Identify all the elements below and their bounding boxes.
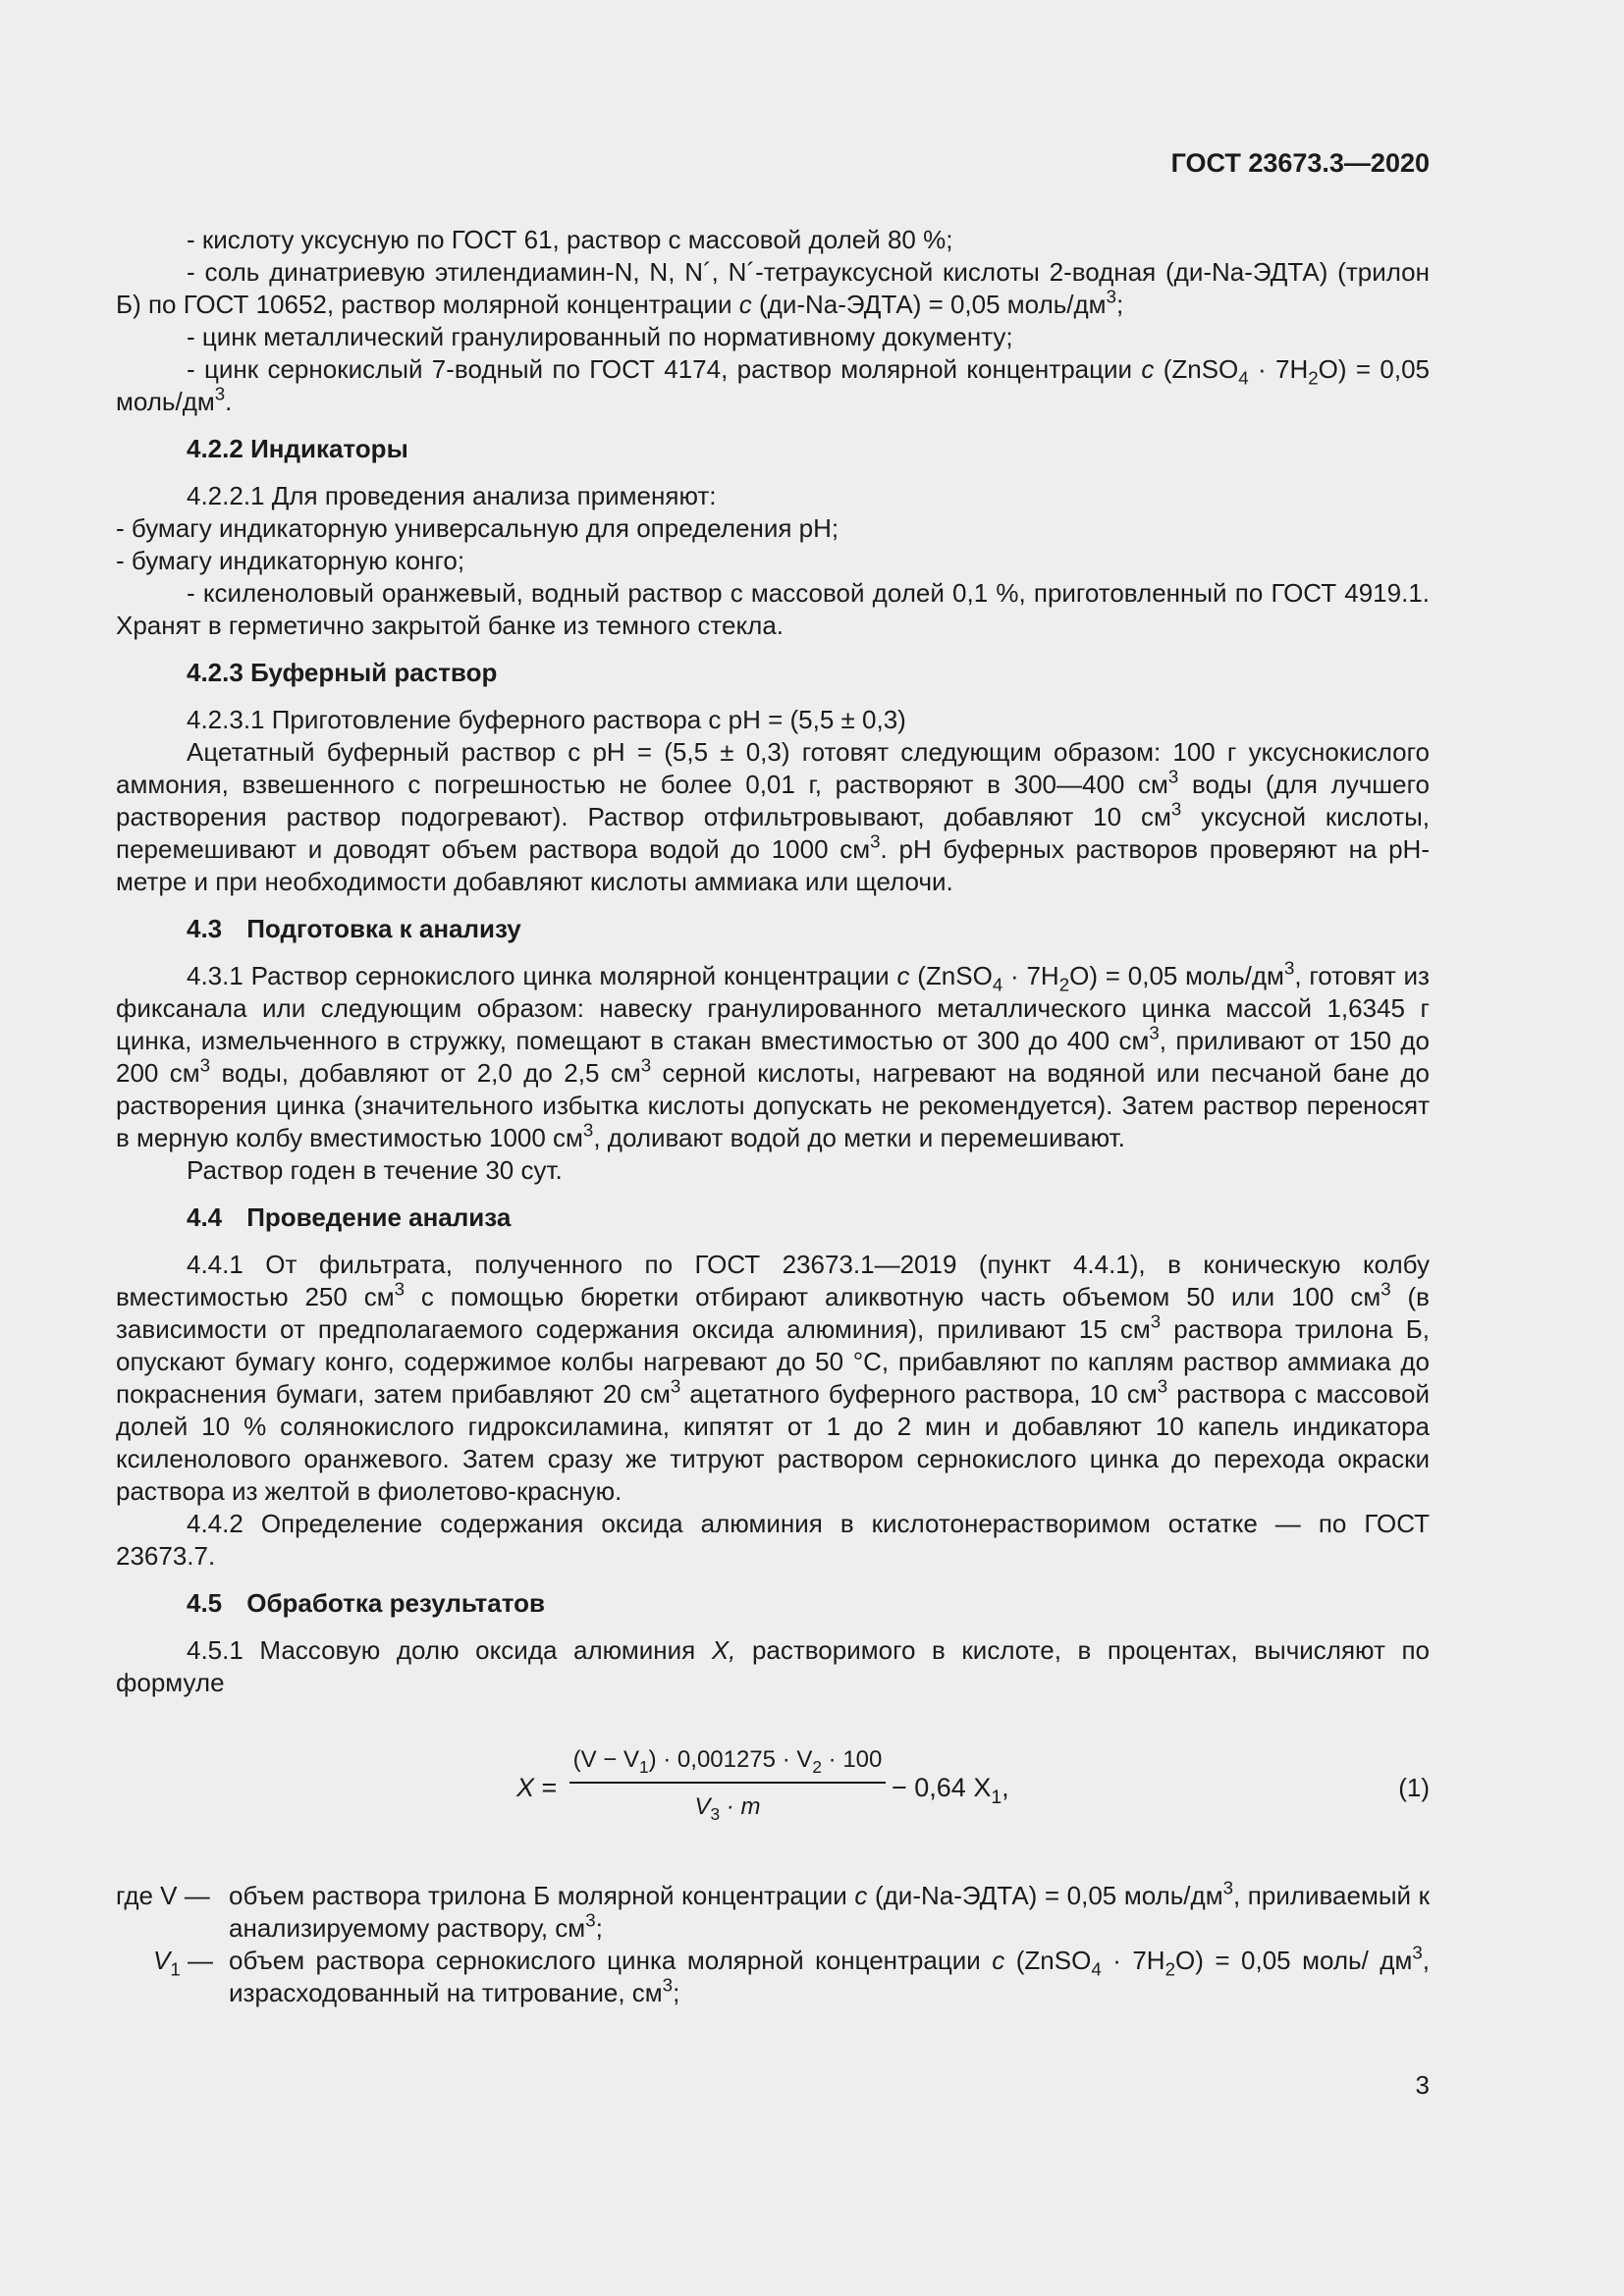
paragraph-buffer-preparation: Ацетатный буферный раствор с pH = (5,5 ± 0,3) готовят следующим образом: 100 г уксуснокислого аммония, взвешенного с погрешностью не более 0,01 г, растворяют в 300—400 $см^3$ воды (для лучшего растворения раствор подогревают). Раствор отфильтровывают, добавляют 10 $см^3$ уксусной кислоты, перемешивают и доводят объем раствора водой до 1000 $см^3$. pH буферных растворов проверяют на pH-метре и при необходимости добавляют кислоты аммиака или щелочи. [116, 737, 1430, 896]
paragraph-4-5-1: 4.5.1 Массовую долю оксида алюминия X, растворимого в кислоте, в процентах, вычисляют по формуле [116, 1635, 1430, 1697]
reagent-item: - кислоту уксусную по ГОСТ 61, раствор с массовой долей 80 %; [187, 225, 953, 254]
paragraph-4-2-2-1: 4.2.2.1 Для проведения анализа применяют: [187, 481, 717, 510]
document-body [116, 224, 1430, 2009]
variable-label: где V — [116, 1881, 210, 1910]
formula-denominator: $V_3 \cdot m$ [694, 1793, 761, 1825]
section-heading-4-2-2: 4.2.2 Индикаторы [187, 434, 408, 463]
paragraph-solution-validity: Раствор годен в течение 30 сут. [187, 1155, 563, 1185]
section-heading-4-2-3: 4.2.3 Буферный раствор [187, 658, 498, 687]
reagent-item: - цинк металлический гранулированный по нормативному документу; [187, 322, 1013, 351]
fraction-bar [569, 1782, 886, 1784]
variable-definition-v: где V — объем раствора трилона Б молярной концентрации c (ди-Na-ЭДТА) = 0,05 моль/$дм^3$, приливаемый к анализируемому раствору, $см^3$; [116, 1877, 1430, 1943]
paragraph-4-3-1: 4.3.1 Раствор сернокислого цинка молярной концентрации c (ZnSO$_4$ · $7H_2O) = 0,05$ моль/$дм^3$, готовят из фиксанала или следующим образом: навеску гранулированного металлического цинка массой 1,6345 г цинка, измельченного в стружку, помещают в стакан вместимостью от 300 до 400 $см^3$, приливают от 150 до 200 $см^3$ воды, добавляют от 2,0 до 2,5 $см^3$ серной кислоты, нагревают на водяной или песчаной бане до растворения цинка (значительного избытка кислоты допускать не рекомендуется). Затем раствор переносят в мерную колбу вместимостью 1000 $см^3$, доливают водой до метки и перемешивают. [116, 957, 1431, 1152]
paragraph-4-4-1: 4.4.1 От фильтрата, полученного по ГОСТ 23673.1—2019 (пункт 4.4.1), в коническую колбу вместимостью 250 $см^3$ с помощью бюретки отбирают аликвотную часть объемом 50 или 100 $см^3$ (в зависимости от предполагаемого содержания оксида алюминия), приливают 15 $см^3$ раствора трилона Б, опускают бумагу конго, содержимое колбы нагревают до 50 °C, прибавляют по каплям раствор аммиака до покраснения бумаги, затем прибавляют 20 $см^3$ ацетатного буферного раствора, 10 $см^3$ раствора с массовой долей 10 % солянокислого гидроксиламина, кипятят от 1 до 2 мин и добавляют 10 капель индикатора ксиленолового оранжевого. Затем сразу же титруют раствором сернокислого цинка до перехода окраски раствора из желтой в фиолетово-красную. [116, 1250, 1431, 1506]
formula-lhs: X = [516, 1773, 558, 1802]
page-number: 3 [1415, 2070, 1430, 2100]
formula-fraction [569, 1740, 886, 1827]
variable-definition-v1: $V_1$ — объем раствора сернокислого цинка молярной концентрации c (ZnSO$_4$ · $7H_2O) = 0,05$ моль/ $дм^3$, израсходованный на титрование, $см^3$; [153, 1942, 1430, 2007]
document-code-header: ГОСТ 23673.3—2020 [1170, 148, 1430, 178]
section-heading-4-3: 4.3 Подготовка к анализу [187, 914, 521, 943]
paragraph-4-4-2: 4.4.2 Определение содержания оксида алюминия в кислотонерастворимом остатке — по ГОСТ 23673.7. [116, 1509, 1430, 1571]
section-heading-4-5: 4.5 Обработка результатов [187, 1588, 545, 1618]
paragraph-4-2-3-1: 4.2.3.1 Приготовление буферного раствора с pH = (5,5 ± 0,3) [187, 705, 906, 734]
variable-label: $V_1$ — [153, 1946, 213, 1980]
indicator-item: - бумагу индикаторную конго; [116, 546, 465, 575]
formula-number: (1) [1398, 1773, 1430, 1802]
section-heading-4-4: 4.4 Проведение анализа [187, 1202, 512, 1232]
reagent-item: - цинк сернокислый 7-водный по ГОСТ 4174, раствор молярной концентрации c (ZnSO$_4$ · $7H_2O) = 0,05$ моль/$дм^3$. [116, 354, 1431, 416]
reagent-item: - соль динатриевую этилендиамин-N, N, N´, N´-тетрауксусной кислоты 2-водная (ди-Na-ЭДТА) (трилон Б) по ГОСТ 10652, раствор молярной концентрации c (ди-Na-ЭДТА) = 0,05 моль/$дм^3$; [116, 257, 1430, 319]
formula-tail: − 0,64 $X_1$, [892, 1773, 1009, 1808]
formula-1 [116, 1740, 1430, 1839]
indicator-item: - ксиленоловый оранжевый, водный раствор с массовой долей 0,1 %, приготовленный по ГОСТ 4919.1. Хранят в герметично закрытой банке из темного стекла. [116, 578, 1430, 640]
formula-numerator: $(V - V_1) \cdot 0,001275 \cdot V_2 \cdot 100$ [572, 1746, 883, 1778]
indicator-item: - бумагу индикаторную универсальную для определения pH; [116, 513, 839, 543]
